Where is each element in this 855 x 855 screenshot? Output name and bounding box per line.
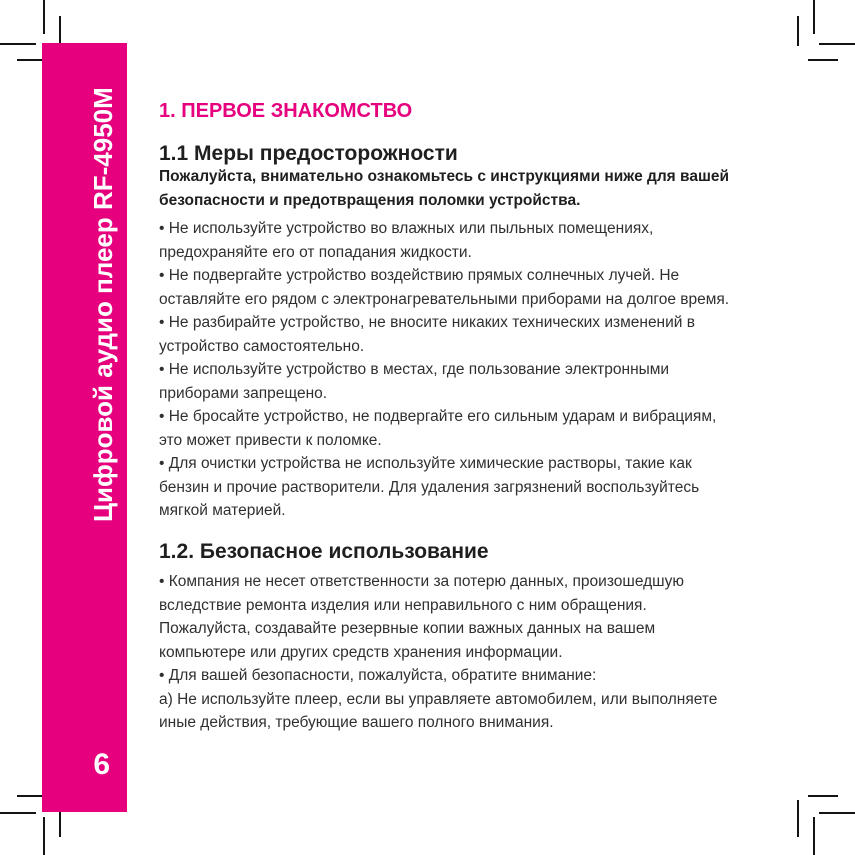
precautions-text [159,217,729,523]
text-line: а) Не используйте плеер, если вы управляете автомобилем, или выполняете [159,690,718,708]
crop-mark [813,817,815,855]
text-line: • Не подвергайте устройство воздействию прямых солнечных лучей. Не [159,267,680,284]
text-line: безопасности и предотвращения поломки устройства. [159,191,581,209]
page-number: 6 [93,748,110,781]
text-line: • Для вашей безопасности, пожалуйста, обратите внимание: [159,667,597,684]
text-line: • Не используйте устройство в местах, где пользование электронными [159,361,670,378]
text-line: компьютере или других средств хранения информации. [159,643,563,661]
crop-mark [0,43,36,45]
text-line: мягкой материей. [159,502,286,519]
crop-mark [43,0,45,34]
text-line: вследствие ремонта изделия или неправильного с ним обращения. [159,596,647,614]
text-line: это может привести к поломке. [159,431,382,449]
chapter-title: 1. ПЕРВОЕ ЗНАКОМСТВО [159,100,413,122]
crop-mark [813,0,815,34]
text-line: предохраняйте его от попадания жидкости. [159,243,472,261]
crop-mark [0,812,36,814]
crop-mark [808,795,838,797]
subsection-heading-1-2: 1.2. Безопасное использование [159,540,489,563]
text-line: иные действия, требующие вашего полного внимания. [159,714,554,731]
text-line: Пожалуйста, создавайте резервные копии важных данных на вашем [159,620,656,637]
crop-mark [819,812,855,814]
text-line: Пожалуйста, внимательно ознакомьтесь с инструкциями ниже для вашей [159,168,730,185]
text-line: • Не бросайте устройство, не подвергайте его сильным ударам и вибрациям, [159,408,717,425]
text-line: оставляйте его рядом с электронагревательными приборами на долгое время. [159,290,730,308]
safe-use-text [159,570,717,735]
page-content [159,0,799,812]
sidebar-vertical-title: Цифровой аудио плеер RF-4950M [88,87,118,522]
text-line: устройство самостоятельно. [159,337,365,355]
text-line: • Не разбирайте устройство, не вносите никаких технических изменений в [159,314,695,331]
text-line: приборами запрещено. [159,384,328,402]
subsection-heading-1-1: 1.1 Меры предосторожности [159,142,458,165]
text-line: • Для очистки устройства не используйте химические растворы, такие как [159,455,692,472]
crop-mark [808,59,838,61]
crop-mark [59,16,61,46]
safety-intro-paragraph [159,165,729,212]
text-line: • Компания не несет ответственности за потерю данных, произошедшую [159,573,684,590]
crop-mark [819,43,855,45]
sidebar-band [42,43,127,812]
crop-mark [43,817,45,855]
text-line: • Не используйте устройство во влажных или пыльных помещениях, [159,220,654,237]
text-line: бензин и прочие растворители. Для удаления загрязнений воспользуйтесь [159,478,700,496]
